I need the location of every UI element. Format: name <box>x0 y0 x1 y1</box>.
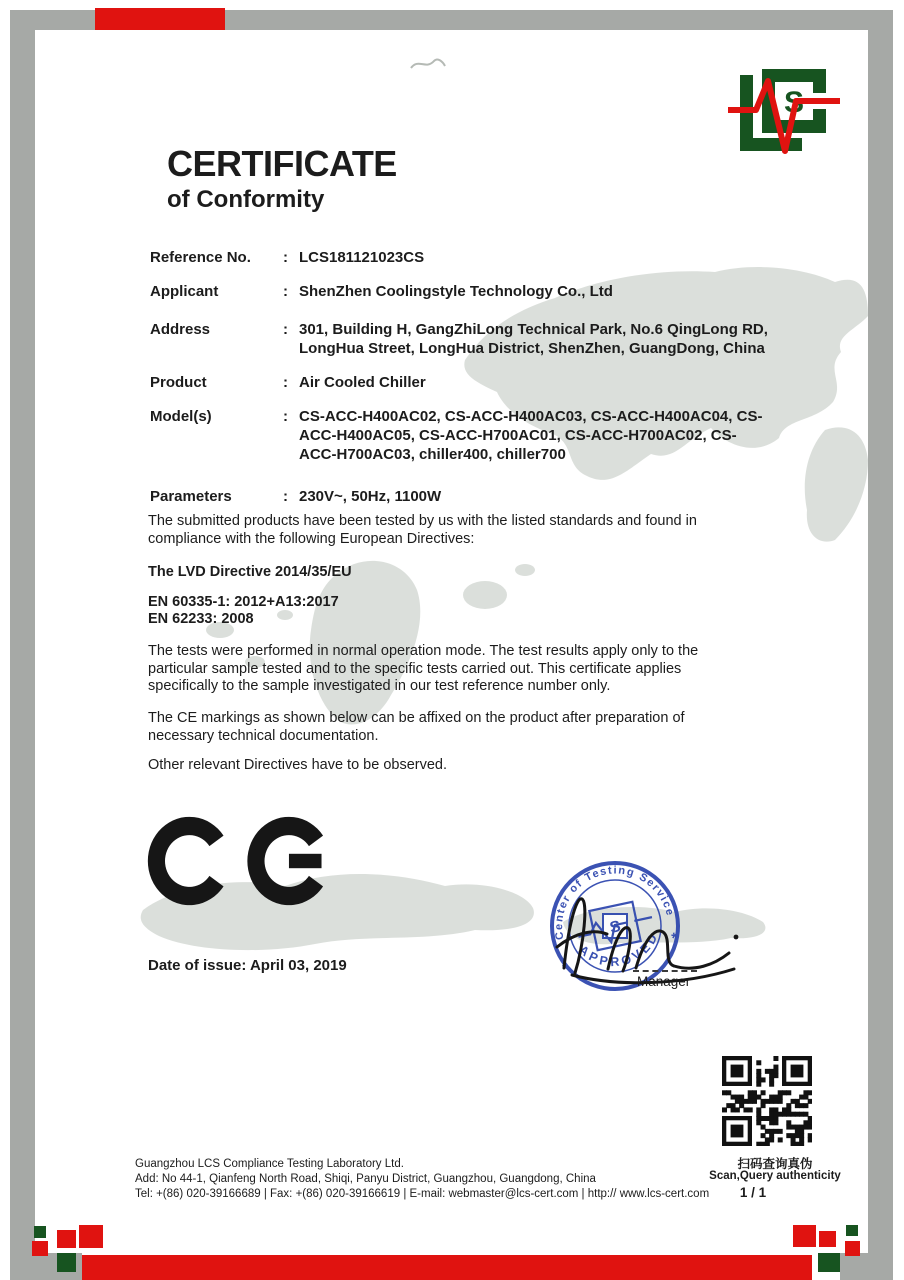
field-row-product <box>150 373 790 392</box>
signature-line <box>633 970 697 972</box>
field-row-reference <box>150 248 790 267</box>
field-separator: : <box>283 488 288 505</box>
qr-finder-top-left <box>722 1056 752 1086</box>
other-directives-line: Other relevant Directives have to be observed. <box>148 757 448 773</box>
field-label-address: Address <box>150 321 211 338</box>
field-separator: : <box>283 321 288 338</box>
intro-paragraph: The submitted products have been tested by us with the listed standards and found in compliance with the following European Directives: <box>148 513 697 547</box>
decor-square-red-3 <box>79 1225 103 1248</box>
field-row-parameters <box>150 487 790 506</box>
field-value-product: Air Cooled Chiller <box>299 374 426 391</box>
field-separator: : <box>283 374 288 391</box>
decor-square-red-5 <box>819 1231 836 1247</box>
decor-square-green-4 <box>818 1253 840 1272</box>
field-label-parameters: Parameters <box>150 488 232 505</box>
stamp-arc-top-text: Center of Testing Service <box>553 864 677 941</box>
field-row-models <box>150 407 790 464</box>
decor-square-red-2 <box>57 1230 76 1248</box>
logo-letter-s: S <box>783 86 805 119</box>
scan-artifact <box>410 56 446 72</box>
qr-code <box>722 1056 812 1146</box>
field-label-applicant: Applicant <box>150 283 219 300</box>
field-separator: : <box>283 249 288 266</box>
footer-contact: Tel: +(86) 020-39166689 | Fax: +(86) 020-39166619 | E-mail: webmaster@lcs-cert.com | http:// www.lcs-cert.com <box>135 1188 710 1200</box>
field-label-product: Product <box>150 374 207 391</box>
certificate-title: CERTIFICATE <box>167 143 397 184</box>
border-frame-right <box>868 10 893 1280</box>
stamp-arc-bottom-text: APPROVED <box>576 928 662 970</box>
decor-square-red-6 <box>845 1241 860 1256</box>
signer-title: Manager <box>637 974 691 989</box>
page-number: 1 / 1 <box>739 1185 767 1200</box>
decor-square-red-1 <box>32 1241 48 1256</box>
field-separator: : <box>283 408 288 425</box>
stamp-letter-s: S <box>608 918 623 937</box>
field-row-address <box>150 320 790 358</box>
field-value-address: 301, Building H, GangZhiLong Technical Park, No.6 QingLong RD, LongHua Street, LongHua District, ShenZhen, GuangDong, China <box>299 321 768 357</box>
certificate-subtitle: of Conformity <box>167 186 325 213</box>
ce-mark <box>146 813 336 909</box>
stamp-star-right: * <box>670 929 680 948</box>
ce-letter-e-bar <box>289 854 322 868</box>
footer-address: Add: No 44-1, Qianfeng North Road, Shiqi, Panyu District, Guangzhou, Guangdong, China <box>135 1173 596 1185</box>
decor-square-red-4 <box>793 1225 816 1247</box>
qr-caption-english: Scan,Query authenticity <box>709 1170 841 1182</box>
qr-finder-top-right <box>782 1056 812 1086</box>
field-value-reference: LCS181121023CS <box>299 249 425 266</box>
field-value-models: CS-ACC-H400AC02, CS-ACC-H400AC03, CS-ACC-H400AC04, CS-ACC-H400AC05, CS-ACC-H700AC01, CS-ACC-H700AC02, CS-ACC-H700AC03, chiller400, chiller700 <box>299 408 763 463</box>
ce-markings-paragraph: The CE markings as shown below can be affixed on the product after preparation of necessary technical documentation. <box>148 710 685 744</box>
decor-square-green-1 <box>34 1226 46 1238</box>
ce-letter-c <box>148 817 224 905</box>
field-value-applicant: ShenZhen Coolingstyle Technology Co., Ltd <box>299 283 613 300</box>
stamp-star-left: * <box>561 959 571 978</box>
field-label-models: Model(s) <box>150 408 212 425</box>
field-value-parameters: 230V~, 50Hz, 1100W <box>299 488 442 505</box>
standard-line-1: EN 60335-1: 2012+A13:2017 <box>148 594 339 610</box>
field-separator: : <box>283 283 288 300</box>
qr-caption-chinese: 扫码查询真伪 <box>737 1157 813 1171</box>
lcs-logo <box>728 62 840 164</box>
lvd-directive-line: The LVD Directive 2014/35/EU <box>148 564 352 580</box>
standard-line-2: EN 62233: 2008 <box>148 611 254 627</box>
border-frame-left <box>10 10 35 1280</box>
decor-square-green-2 <box>57 1253 76 1272</box>
bottom-red-bar <box>82 1255 812 1280</box>
decor-square-green-3 <box>846 1225 858 1236</box>
date-of-issue: Date of issue: April 03, 2019 <box>148 957 347 974</box>
footer-company: Guangzhou LCS Compliance Testing Laboratory Ltd. <box>135 1158 404 1170</box>
qr-finder-bottom-left <box>722 1116 752 1146</box>
field-label-reference: Reference No. <box>150 249 251 266</box>
tests-paragraph: The tests were performed in normal operation mode. The test results apply only to the particular sample tested and to the specific tests carried out. This certificate applies specifically to the sample investigated in our test reference number only. <box>148 643 699 694</box>
bottom-gray-right <box>840 1253 893 1280</box>
field-row-applicant <box>150 282 790 301</box>
